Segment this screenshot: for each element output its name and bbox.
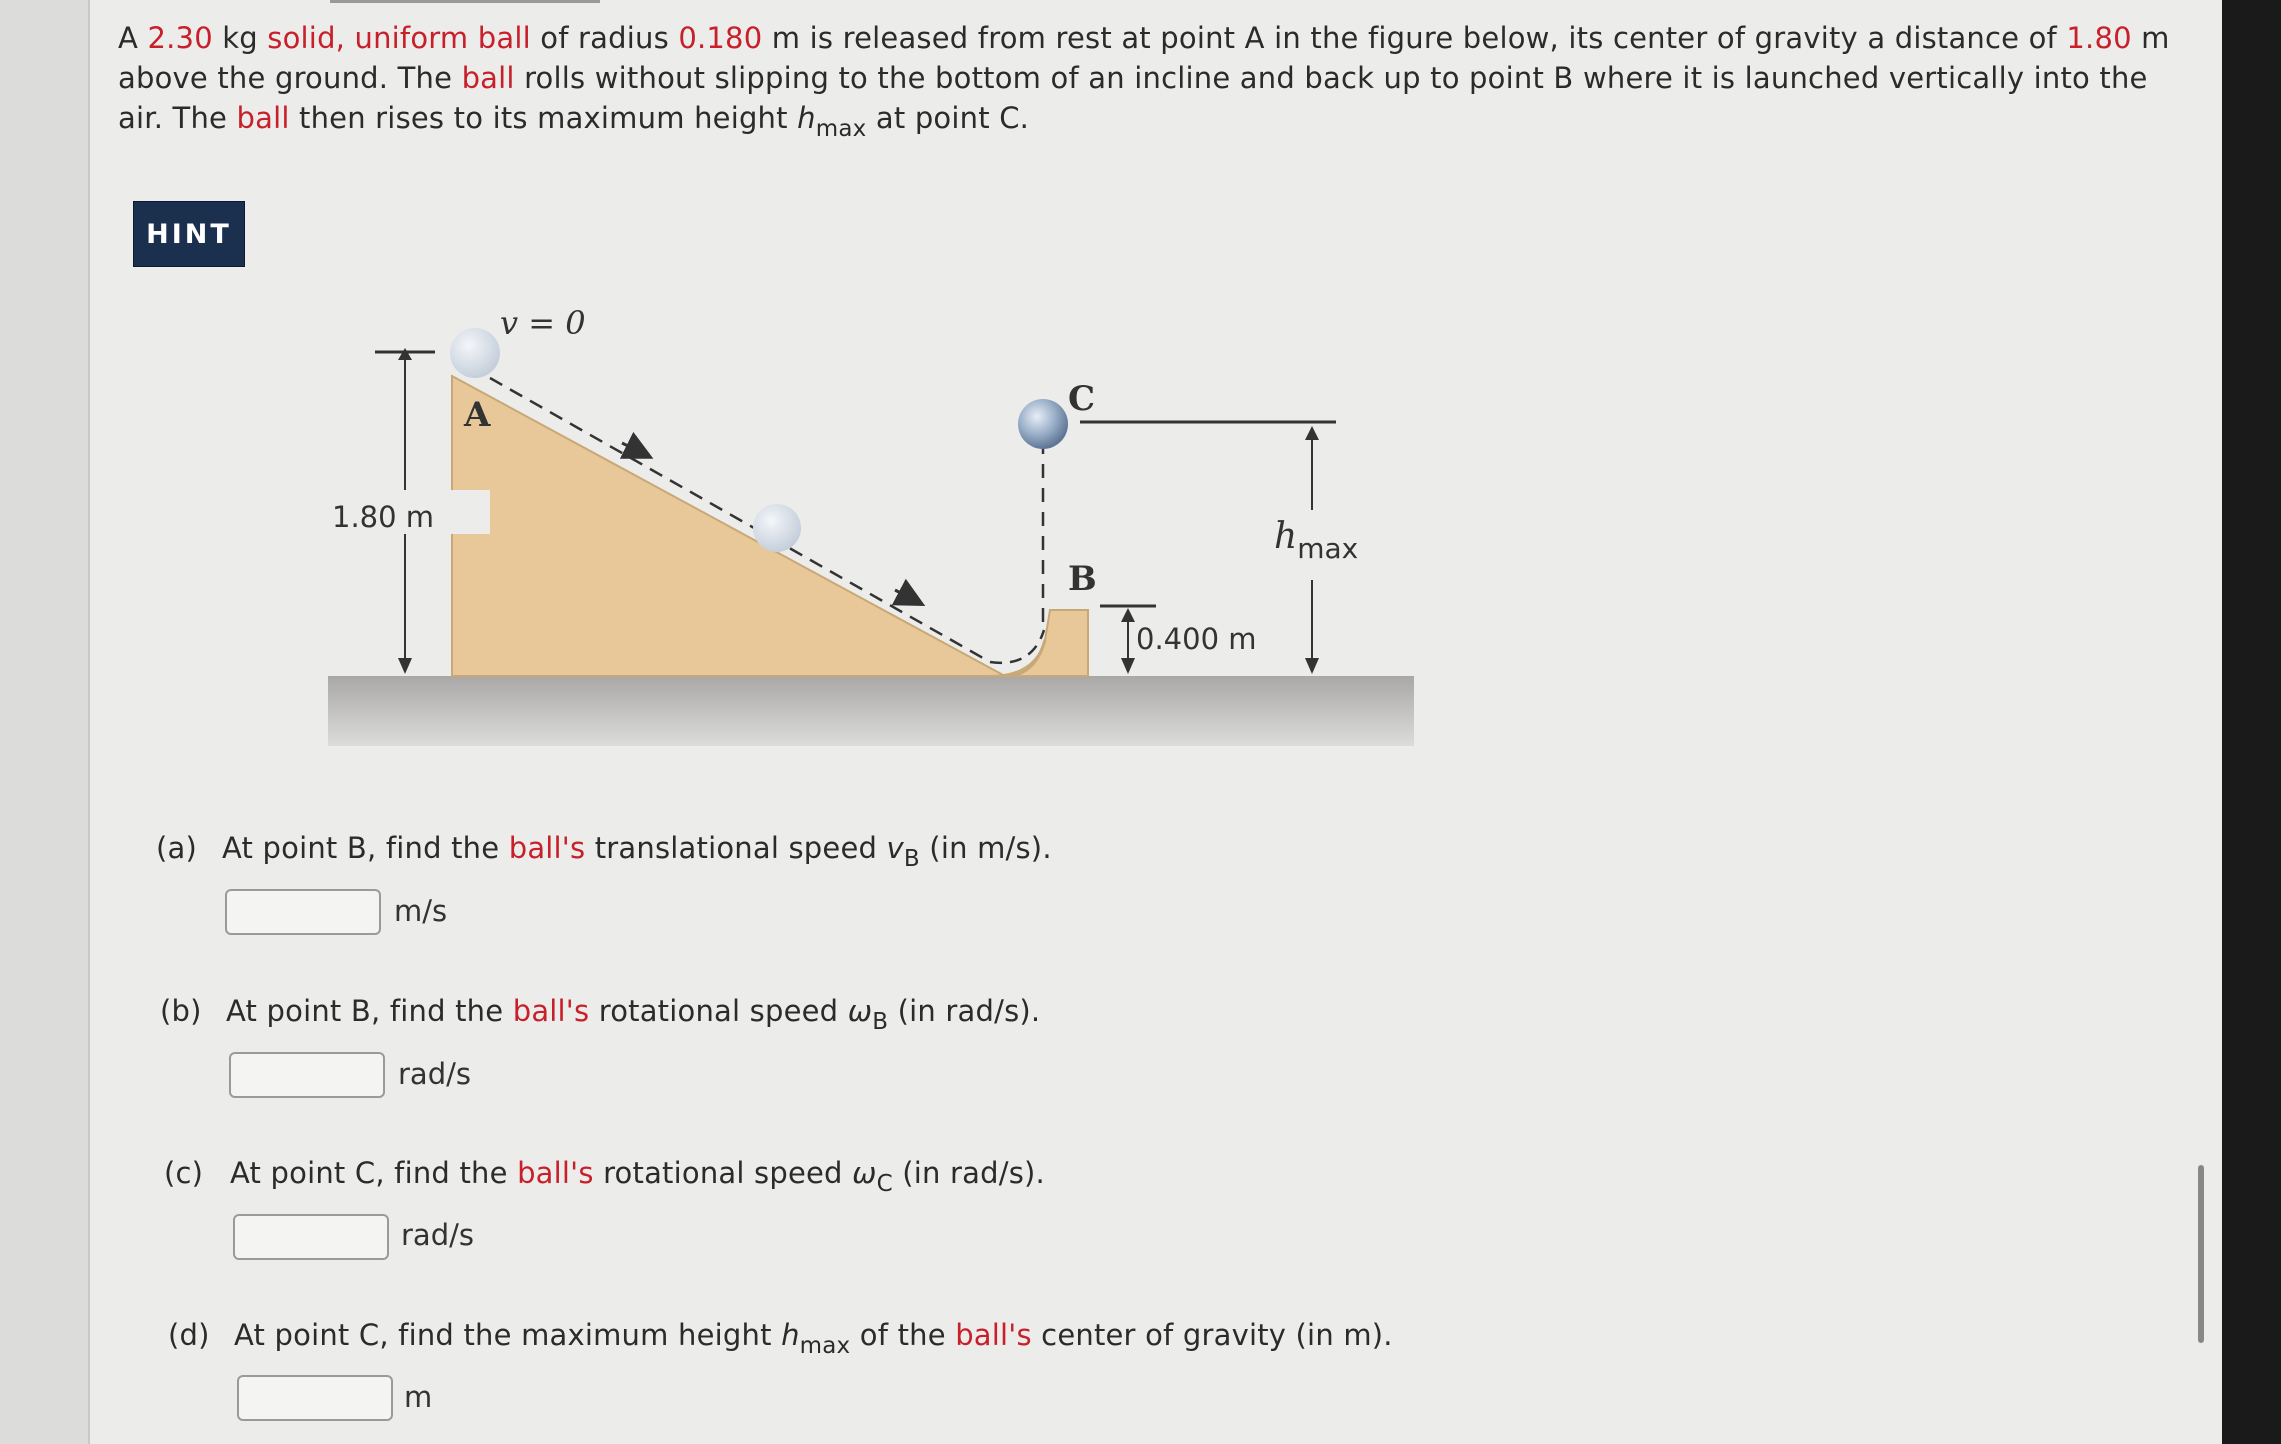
ball-at-c bbox=[1018, 399, 1068, 449]
incline-ramp bbox=[452, 376, 1005, 676]
unit-c: rad/s bbox=[401, 1218, 474, 1252]
question-c: (c) At point C, find the ball's rotational speed $\omega_C$ (in rad/s). bbox=[164, 1156, 1045, 1197]
question-d: (d) At point C, find the maximum height $h_{max}$ of the ball's center of gravity (in m). bbox=[168, 1318, 1393, 1359]
motion-arrow-1 bbox=[622, 443, 640, 452]
point-c-label: C bbox=[1068, 379, 1096, 419]
answer-input-b[interactable] bbox=[229, 1052, 385, 1098]
scrollbar-thumb[interactable] bbox=[2198, 1165, 2204, 1343]
unit-a: m/s bbox=[394, 894, 448, 928]
motion-arrow-2 bbox=[895, 590, 912, 599]
problem-statement: A 2.30 kg solid, uniform ball of radius 0.180 m is released from rest at point A in the figure below, its center of gravity a distance of 1.80 m above the ground. The ball rolls without slipping to the bottom of an incline and back up to point B where it is launched vertically into the air. The ball then rises to its maximum height $h_{max}$ at point C. bbox=[118, 21, 2170, 142]
answer-input-d[interactable] bbox=[237, 1375, 393, 1421]
height-a-arrow-down bbox=[398, 658, 412, 674]
hmax-arrow-down bbox=[1305, 658, 1319, 674]
answer-input-a[interactable] bbox=[225, 889, 381, 935]
answer-input-c[interactable] bbox=[233, 1214, 389, 1260]
height-b-arrow-down bbox=[1121, 658, 1135, 674]
ball-description: solid, uniform ball bbox=[267, 21, 531, 55]
mass-value: 2.30 bbox=[147, 21, 213, 55]
height-b-label: 0.400 m bbox=[1136, 622, 1257, 656]
ball-midway bbox=[753, 504, 801, 552]
ball-at-a bbox=[450, 328, 500, 378]
top-divider bbox=[330, 0, 600, 3]
point-b-label: B bbox=[1068, 559, 1097, 599]
height-b-arrow-up bbox=[1121, 608, 1135, 622]
radius-value: 0.180 bbox=[678, 21, 763, 55]
question-b: (b) At point B, find the ball's rotational speed $\omega_B$ (in rad/s). bbox=[160, 994, 1041, 1035]
height-a-label: 1.80 m bbox=[332, 500, 435, 534]
question-a: (a) At point B, find the ball's translational speed $v_B$ (in m/s). bbox=[156, 831, 1052, 872]
hmax-label: $h_{max}$ bbox=[1274, 516, 1359, 565]
hint-button[interactable]: HINT bbox=[134, 202, 244, 266]
incline-figure bbox=[300, 290, 1430, 770]
hmax-arrow-up bbox=[1305, 426, 1319, 440]
ground bbox=[328, 676, 1414, 746]
launch-ramp bbox=[990, 610, 1088, 676]
unit-b: rad/s bbox=[398, 1057, 471, 1091]
height-value: 1.80 bbox=[2066, 21, 2132, 55]
unit-d: m bbox=[404, 1380, 433, 1414]
screen-edge bbox=[2222, 0, 2281, 1444]
initial-velocity-label: v = 0 bbox=[500, 304, 586, 342]
height-a-arrow-up bbox=[398, 348, 412, 360]
point-a-label: A bbox=[464, 395, 491, 435]
